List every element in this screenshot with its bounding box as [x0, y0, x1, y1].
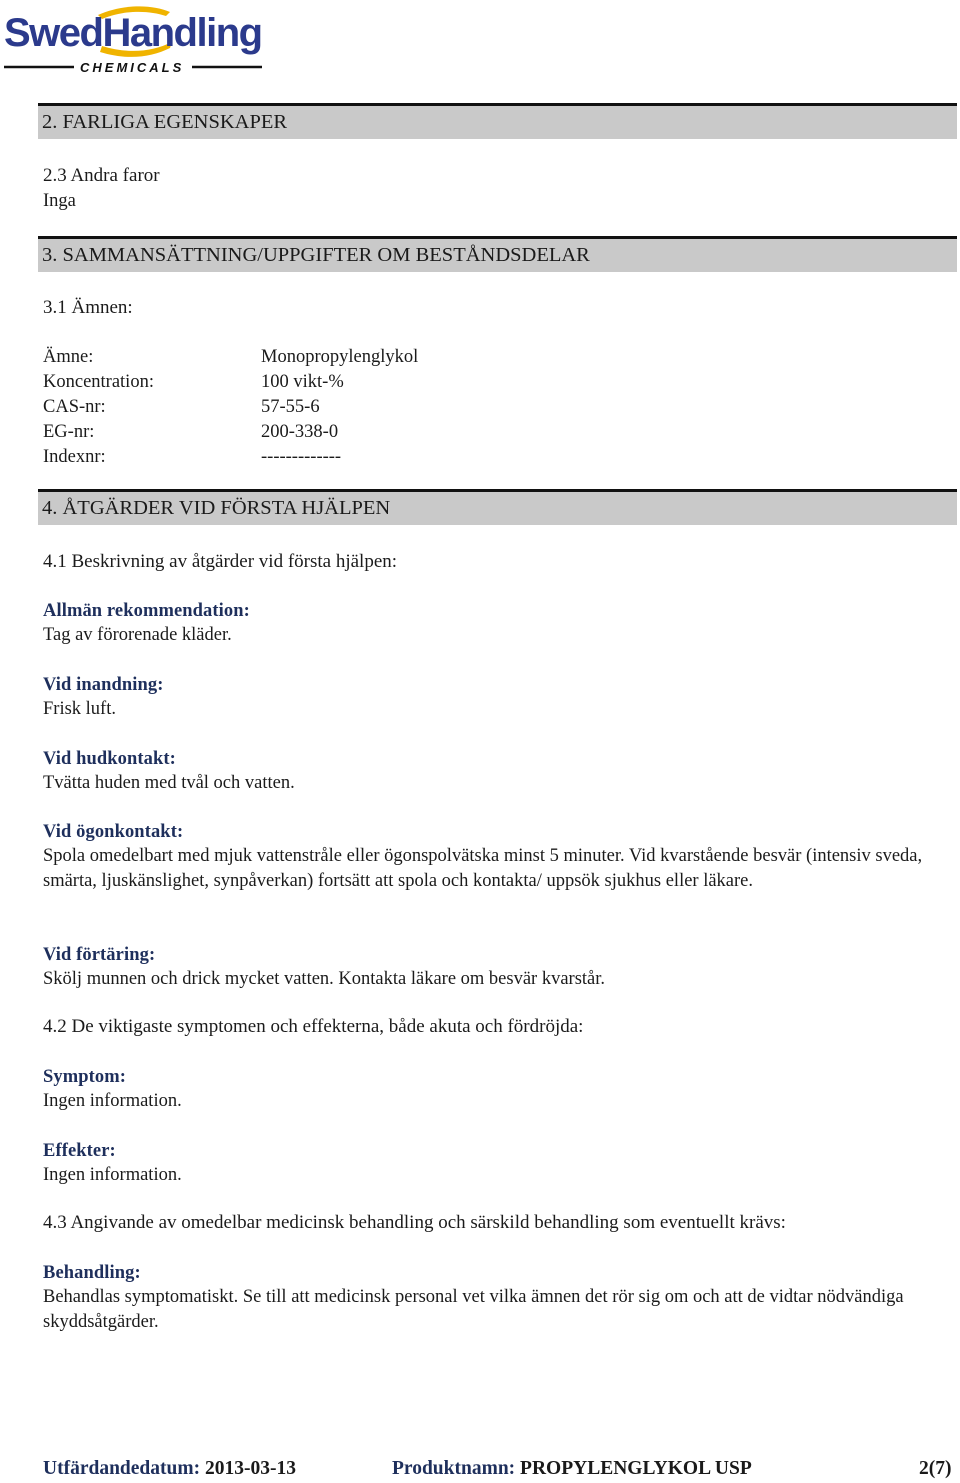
- logo-brand-text: SwedHandling: [4, 11, 262, 55]
- cas-number-value: 57-55-6: [261, 397, 320, 417]
- concentration-label: Koncentration:: [43, 372, 154, 392]
- cas-number-label: CAS-nr:: [43, 397, 106, 417]
- symptoms-text: Ingen information.: [43, 1091, 182, 1111]
- footer-product-name: [392, 1457, 752, 1481]
- issue-date-value: 2013-03-13: [204, 1458, 296, 1479]
- inhalation-label: Vid inandning:: [43, 675, 164, 695]
- treatment-text: Behandlas symptomatiskt. Se till att medicinsk personal vet vilka ämnen det rör sig om och att de vidtar nödvändiga skyddsåtgärder.: [43, 1287, 904, 1332]
- product-name-label: Produktnamn:: [392, 1458, 516, 1479]
- subsection-4-1-heading: 4.1 Beskrivning av åtgärder vid första hjälpen:: [43, 551, 398, 572]
- eye-contact-label: Vid ögonkontakt:: [43, 822, 184, 842]
- substance-label: Ämne:: [43, 347, 94, 367]
- concentration-value: 100 vikt-%: [261, 372, 344, 392]
- section-4-heading: 4. ÅTGÄRDER VID FÖRSTA HJÄLPEN: [38, 489, 957, 525]
- subsection-3-1-heading: 3.1 Ämnen:: [43, 297, 133, 318]
- inhalation-text: Frisk luft.: [43, 699, 116, 719]
- product-name-value: PROPYLENGLYKOL USP: [520, 1458, 752, 1479]
- footer-page-number: 2(7): [919, 1458, 952, 1479]
- symptoms-label: Symptom:: [43, 1067, 127, 1087]
- effects-text: Ingen information.: [43, 1165, 182, 1185]
- ingestion-label: Vid förtäring:: [43, 945, 156, 965]
- general-recommendation-label: Allmän rekommendation:: [43, 601, 250, 621]
- logo-tagline: CHEMICALS: [80, 60, 185, 74]
- general-recommendation-text: Tag av förorenade kläder.: [43, 625, 232, 645]
- skin-contact-text: Tvätta huden med tvål och vatten.: [43, 773, 295, 793]
- issue-date-label: Utfärdandedatum:: [43, 1458, 201, 1479]
- treatment-label: Behandling:: [43, 1263, 141, 1283]
- eg-number-value: 200-338-0: [261, 422, 339, 442]
- footer-issue-date: [43, 1457, 296, 1481]
- subsection-4-2-heading: 4.2 De viktigaste symptomen och effekterna, både akuta och fördröjda:: [43, 1016, 584, 1037]
- subsection-4-3-heading: 4.3 Angivande av omedelbar medicinsk behandling och särskild behandling som eventuellt krävs:: [43, 1212, 786, 1233]
- effects-label: Effekter:: [43, 1141, 116, 1161]
- eye-contact-text: Spola omedelbart med mjuk vattenstråle eller ögonspolvätska minst 5 minuter. Vid kvarstående besvär (intensiv sveda, smärta, ljuskänslighet, synpåverkan) fortsätt att spola och kontakta/ uppsök sjukhus eller läkare.: [43, 846, 923, 891]
- company-logo: [2, 2, 264, 74]
- subsection-2-3-text: Inga: [43, 191, 76, 211]
- eg-number-label: EG-nr:: [43, 422, 95, 442]
- skin-contact-label: Vid hudkontakt:: [43, 749, 176, 769]
- index-number-value: -------------: [261, 447, 342, 467]
- substance-value: Monopropylenglykol: [261, 347, 419, 367]
- section-3-heading: 3. SAMMANSÄTTNING/UPPGIFTER OM BESTÅNDSDELAR: [38, 236, 957, 272]
- section-2-heading: 2. FARLIGA EGENSKAPER: [38, 103, 957, 139]
- subsection-2-3-heading: 2.3 Andra faror: [43, 165, 160, 186]
- ingestion-text: Skölj munnen och drick mycket vatten. Kontakta läkare om besvär kvarstår.: [43, 969, 606, 989]
- index-number-label: Indexnr:: [43, 447, 106, 467]
